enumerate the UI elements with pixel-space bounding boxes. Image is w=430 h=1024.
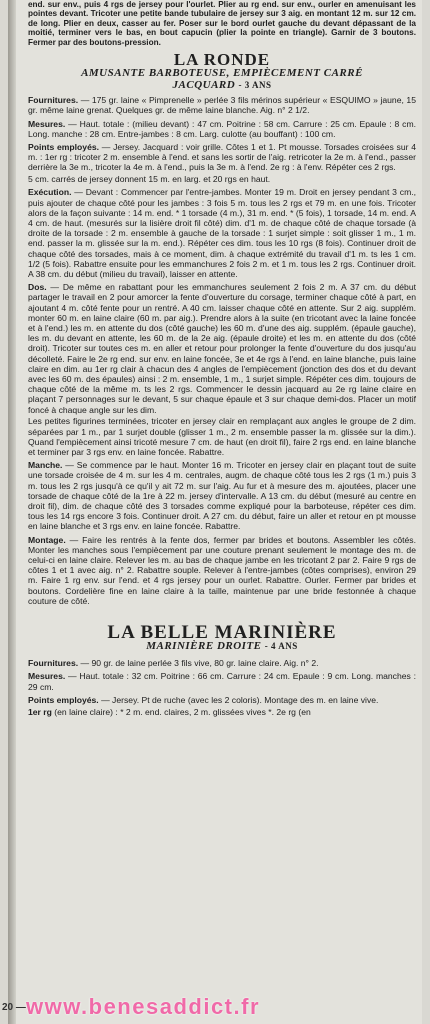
- paragraph-mesures: [28, 119, 416, 139]
- paragraph-text: — De même en rabattant pour les emmanchures seulement 2 fois 2 m. A 37 cm. du début partager le travail en 2 pour amorcer la fente d'ouverture du corsage, terminer chaque côté à part, en ajoutant 4 m. côté fente pour un rentré. A 40 cm. laisser chaque côté en attente. Sur 2 aig. supplém. monter 60 m. en laine claire (60 m. par aig.). Prendre alors à la suite (en tricotant avec la laine foncée et à l'end.) les m. en attente du dos (côté gauche) les 60 m. d'une des aig. supplém. (épaule gauche), les m. du devant en attente, les 60 m. de la 2e aig. (épaule droite) et les m. en attente du dos (côté droit). Tricoter sur toutes ces m. en aller et retour pour prolonger la fente d'ouverture du dos jusqu'au décolleté. Faire le 2e rg end. sur env. en laine foncée, 3e et 4e rgs à l'end. en laine blanche, puis laine claire en dim. au 1er rg clair à chacun des 4 angles de l'empiècement (jonction des dos et du devant avec les 60 m. des épaules) ainsi : 2 m. ensemble, 1 m., 1 surjet simple. Répéter ces dim. toujours de chaque côté de la même m. ts les 2 rgs. Commencer le dessin jacquard au 2e rg laine claire en plaçant 7 personnages sur le devant, 5 sur chaque épaule et 3 sur chaque demi-dos. Placer un motif foncé à chaque angle sur les dim.: [28, 282, 416, 415]
- paragraph-text: (en laine claire) : * 2 m. end. claires, 2 m. glissées vives *. 2e rg (en: [51, 706, 311, 717]
- paragraph-premier-rang: [28, 707, 416, 717]
- paragraph-text: — 90 gr. de laine perlée 3 fils vive, 80 gr. laine claire. Aig. n° 2.: [78, 658, 319, 669]
- paragraph-lead: Mesures.: [28, 118, 66, 129]
- paragraph-execution: [28, 187, 416, 279]
- section-subtitle-line2: [28, 79, 416, 91]
- paragraph-lead: Points employés.: [28, 142, 100, 153]
- paragraph-lead: 1er rg: [28, 706, 52, 717]
- page-footer: [0, 994, 430, 1024]
- subtitle-mariniere: MARINIÈRE DROITE: [146, 640, 262, 653]
- paragraph-text: 5 cm. carrés de jersey donnent 15 m. en larg. et 20 rgs en haut.: [28, 174, 271, 185]
- section1-body: [28, 95, 416, 606]
- section-title-la-belle-mariniere: LA BELLE MARINIÈRE: [107, 621, 337, 643]
- watermark-url: www.benesaddict.fr: [26, 994, 261, 1019]
- section2-body: [28, 658, 416, 717]
- paragraph-lead: Exécution.: [28, 187, 72, 198]
- subtitle-age: - 4 ANS: [264, 641, 298, 652]
- paragraph-lead: Fournitures.: [28, 658, 79, 669]
- intro-paragraph: end. sur env., puis 4 rgs de jersey pour l'ourlet. Plier au rg end. sur env., ourler en amenuisant les pointes devant. Tricoter une petite bande tubulaire de jersey sur 3 aig. en montant 12 m. sur 12 cm. de long. Plier en deux, casser au fer. Poser sur le bord ourlet gauche du devant dépassant de la moitié, terminer vers le bas, en bout capucin (plier la pointe en triangle). Garnir de 3 boutons. Fermer par des boutons-pression.: [28, 0, 416, 47]
- paragraph-points-employes: [28, 142, 416, 173]
- paragraph-points-employes: [28, 695, 416, 705]
- page-number: 20 —: [2, 1002, 26, 1013]
- subtitle-jacquard: JACQUARD: [172, 79, 236, 92]
- paragraph-mesures: [28, 671, 416, 691]
- page-fold-shadow: [8, 0, 16, 1024]
- paragraph-text: Les petites figurines terminées, tricoter en jersey clair en remplaçant aux angles le groupe de 2 dim. séparées par 1 m., par 1 surjet double (glisser 1 m., 2 m. ensemble passer la m. glissée sur la dim.). Quand l'empiècement ainsi tricoté mesure 7 cm. de haut (en droit fil), faire 2 rgs end. en laine blanche et terminer par 3 rgs env. en laine foncée. Rabattre.: [28, 416, 416, 457]
- paragraph-text: — Faire les rentrés à la fente dos, fermer par brides et boutons. Assembler les côtés. Monter les manches sous l'empiècement par une couture prenant seulement le montage des m. de celui-ci en laine claire. Relever les m. au bas de chaque jambe en les tricotant 2 par 2. Faire 9 rgs de côtes 1 et 1 avec aig. n° 2. Rabattre souple. Relever à l'entre-jambes (côtes comprises), environ 29 m. Faire 1 rg env. sur l'end. et 4 rgs jersey pour un ourlet. Rabattre. Ourler. Fermer par brides et boutons. Cordelière fine en laine claire à la taille, maintenue par une bride festonnée à chaque couture de côté.: [28, 534, 416, 606]
- paragraph-lead: Points employés.: [28, 694, 99, 705]
- paragraph-figurines: [28, 416, 416, 457]
- paragraph-fournitures: [28, 658, 416, 668]
- section-title-la-ronde: LA RONDE: [173, 50, 271, 70]
- paragraph-text: — Haut. totale : (milieu devant) : 47 cm. Poitrine : 58 cm. Carrure : 25 cm. Epaule : 8 cm. Long. manche : 28 cm. Entre-jambes : 8 cm. Larg. culotte (au bouffant) : 100 cm.: [28, 118, 416, 139]
- paragraph-text: — Jersey. Jacquard : voir grille. Côtes 1 et 1. Pt mousse. Torsades croisées sur 4 m. : 1er rg : tricoter 2 m. ensemble à l'end. et sans les sortir de l'aig. retricoter la 2e m. à l'end., passer derrière la 3e m., tricoter la 4e m. à l'end., puis la 3e m. à l'end. 2e rg : à l'env. Répéter ces 2 rgs.: [28, 142, 417, 173]
- paragraph-lead: Manche.: [28, 460, 63, 471]
- section2-subtitle: [28, 640, 416, 652]
- paragraph-dos: [28, 282, 416, 415]
- paragraph-manche: [28, 460, 416, 531]
- paragraph-text: — Haut. totale : 32 cm. Poitrine : 66 cm. Carrure : 24 cm. Epaule : 9 cm. Long. manches : 29 cm.: [28, 671, 416, 692]
- paragraph-text: — Se commence par le haut. Monter 16 m. Tricoter en jersey clair en plaçant tout de suite une torsade croisée de 4 m. sur les 4 m. centrales, augm. de chaque côté tous les 2 rgs (1 m.) puis 3 m. tous les 2 rgs jusqu'à ce qu'il y ait 72 m. sur l'aig. Au fur et à mesure des m. ajoutées, placer une torsade de chaque côté de la 1re à 22 m. jersey d'intervalle. A 13 cm. du début (mesuré au centre en droit fil), dim. de chaque côté des 3 torsades comme expliqué pour la barboteuse, répéter ces dim. tous les 14 rgs encore 3 fois. Continuer droit. A 27 cm. du début, faire un aller et retour en pt mousse en laine blanche et 3 rgs env. en laine foncée. Rabattre.: [28, 460, 416, 532]
- paragraph-echantillon: [28, 174, 416, 184]
- paragraph-lead: Mesures.: [28, 671, 66, 682]
- paragraph-lead: Dos.: [28, 282, 47, 293]
- paragraph-text: — 175 gr. laine « Pimprenelle » perlée 3 fils mérinos supérieur « ESQUIMO » jaune, 15 gr. même laine grenat. Quelques gr. de même laine blanche. Aig. n° 2 1/2.: [28, 95, 416, 116]
- paragraph-lead: Fournitures.: [28, 95, 79, 106]
- paragraph-lead: Montage.: [28, 534, 66, 545]
- section-subtitle-line1: AMUSANTE BARBOTEUSE, EMPIÈCEMENT CARRÉ: [81, 67, 363, 80]
- paragraph-text: — Devant : Commencer par l'entre-jambes. Monter 19 m. Droit en jersey pendant 3 cm., puis ajouter de chaque côté pour les jambes : 3 fois 5 m. tous les 2 rgs et 79 m. en une fois. Tricoter alors de la façon suivante : 14 m. end. * 1 torsade (4 m.), 31 m. end. * (5 fois), 1 torsade, 14 m. end. A 4 cm. de haut. (mesurés sur la lisière droit fil côté) dim. d'1 m. de chaque côté de chaque torsade (à droite de la torsade : 2 m. ensemble à gauche de la torsade : 1 surjet simple : soit glisser 1 m., 1 m. end. passer la m. glissée sur la m. end.). Répéter ces dim. tous les 10 rgs (8 fois). Continuer droit de chaque côté des torsades, mais à ce moment, dim. à chaque extrémité du travail d'1 m. ts les 1 cm. 1/2 (5 fois). Rabattre ensuite pour les emmanchures 2 fois 2 m. et 1 m. tous les 2 rgs. Continuer droit. A 38 cm. du début (milieu du travail), laisser en attente.: [28, 187, 416, 279]
- paragraph-fournitures: [28, 95, 416, 115]
- text-column: [28, 0, 416, 718]
- subtitle-age: - 3 ANS: [238, 80, 272, 91]
- paragraph-montage: [28, 535, 416, 606]
- paragraph-text: — Jersey. Pt de ruche (avec les 2 coloris). Montage des m. en laine vive.: [98, 694, 379, 705]
